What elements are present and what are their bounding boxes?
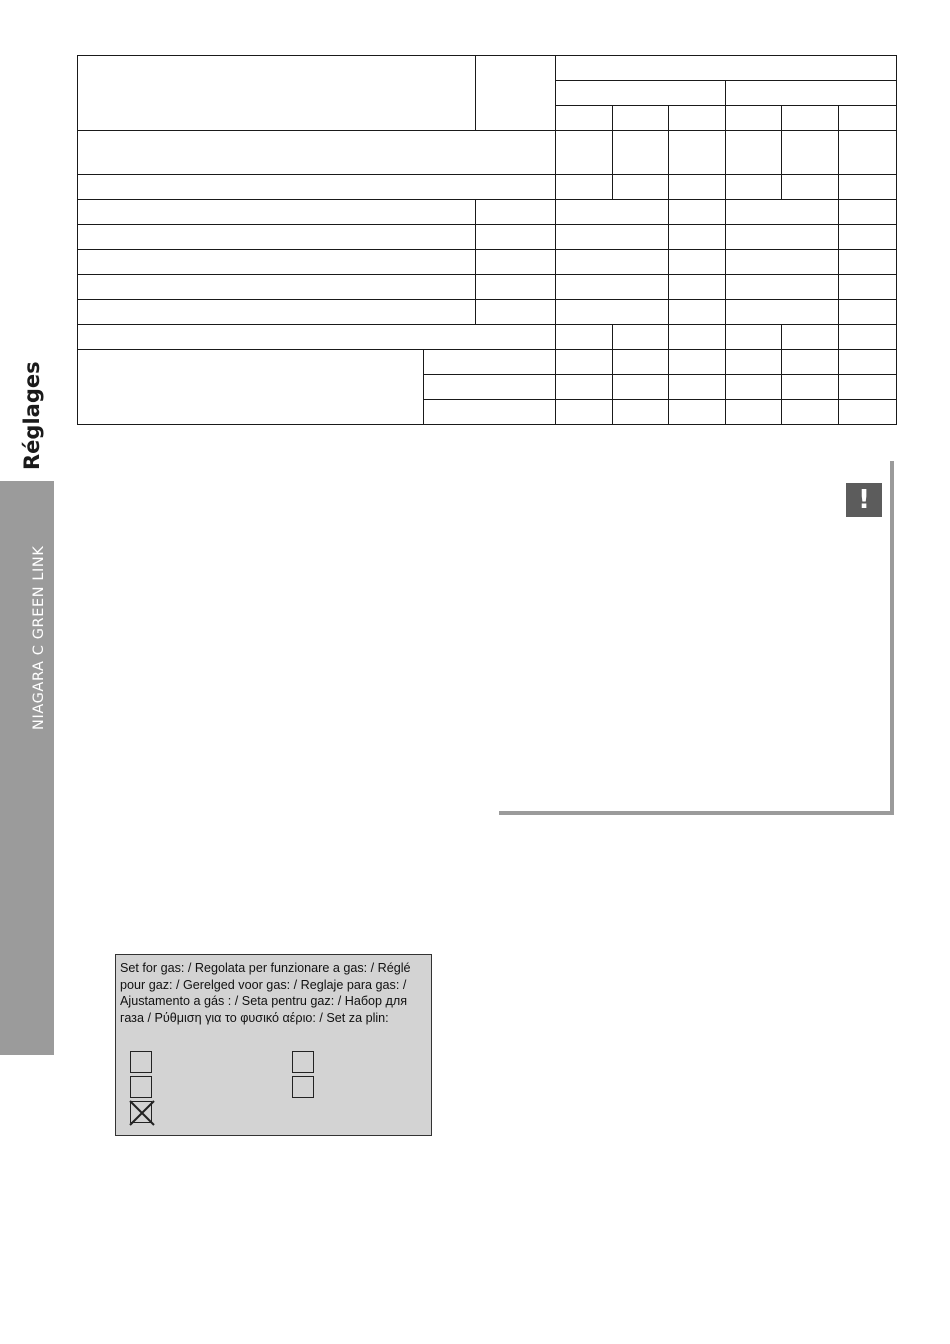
table-cell — [424, 375, 556, 400]
table-cell — [78, 275, 476, 300]
table-cell — [476, 275, 556, 300]
gas-checkbox-5[interactable] — [292, 1076, 314, 1098]
table-cell — [424, 350, 556, 375]
warning-box — [499, 461, 894, 815]
table-cell — [669, 200, 726, 225]
table-cell — [726, 175, 782, 200]
table-cell — [726, 350, 782, 375]
settings-table — [77, 55, 897, 425]
table-cell — [782, 325, 839, 350]
table-cell — [556, 275, 669, 300]
table-cell — [669, 106, 726, 131]
table-cell — [476, 56, 556, 131]
table-cell — [613, 400, 669, 425]
table-cell — [669, 225, 726, 250]
gas-checkbox-1[interactable] — [130, 1051, 152, 1073]
table-cell — [782, 131, 839, 175]
table-cell — [556, 225, 669, 250]
table-cell — [613, 106, 669, 131]
table-cell — [839, 131, 897, 175]
checkmark-x-icon — [128, 1099, 156, 1127]
table-cell — [839, 200, 897, 225]
table-cell — [782, 175, 839, 200]
table-cell — [726, 275, 839, 300]
table-cell — [782, 375, 839, 400]
table-cell — [839, 300, 897, 325]
table-cell — [556, 131, 613, 175]
table-cell — [726, 225, 839, 250]
table-cell — [556, 350, 613, 375]
table-row — [78, 300, 897, 325]
table-cell — [613, 175, 669, 200]
gas-setting-text: Set for gas: / Regolata per funzionare a gas: / Réglé pour gaz: / Gerelged voor gas: / Reglaje para gas: / Ajustamento a gás : / Seta pentru gaz: / Набор для газа / Ρύθμιση για το φυσικό αέριο: / Set za plin: — [120, 961, 411, 1025]
product-name: NIAGARA C GREEN LINK — [31, 545, 47, 730]
table-cell — [839, 350, 897, 375]
table-cell — [613, 131, 669, 175]
table-cell — [782, 106, 839, 131]
table-cell — [78, 300, 476, 325]
table-cell — [476, 250, 556, 275]
table-cell — [424, 400, 556, 425]
table-cell — [78, 325, 556, 350]
table-cell — [839, 250, 897, 275]
table-cell — [726, 200, 839, 225]
table-row — [78, 175, 897, 200]
table-cell — [839, 400, 897, 425]
gas-checkbox-2[interactable] — [130, 1076, 152, 1098]
table-cell — [78, 200, 476, 225]
table-cell — [839, 225, 897, 250]
table-cell — [669, 275, 726, 300]
table-cell — [726, 250, 839, 275]
table-cell — [476, 300, 556, 325]
table-cell — [726, 375, 782, 400]
table-cell — [839, 375, 897, 400]
table-cell — [78, 350, 424, 425]
table-cell — [556, 81, 726, 106]
table-cell — [78, 225, 476, 250]
table-cell — [476, 200, 556, 225]
table-cell — [78, 131, 556, 175]
section-title-text: Réglages — [20, 361, 44, 470]
gas-checkbox-4[interactable] — [292, 1051, 314, 1073]
table-cell — [669, 131, 726, 175]
table-cell — [726, 81, 897, 106]
table-cell — [726, 325, 782, 350]
table-cell — [613, 375, 669, 400]
gas-setting-label — [115, 954, 432, 1136]
table-cell — [669, 350, 726, 375]
table-row — [78, 200, 897, 225]
table-cell — [669, 250, 726, 275]
table-cell — [839, 275, 897, 300]
table-cell — [726, 131, 782, 175]
table-cell — [839, 175, 897, 200]
table-cell — [839, 325, 897, 350]
table-cell — [556, 250, 669, 275]
table-cell — [556, 325, 613, 350]
table-cell — [556, 375, 613, 400]
table-cell — [78, 250, 476, 275]
table-row — [78, 56, 897, 81]
gas-checkbox-3-checked[interactable] — [130, 1101, 152, 1123]
table-row — [78, 275, 897, 300]
table-cell — [613, 325, 669, 350]
table-cell — [78, 175, 556, 200]
table-cell — [726, 106, 782, 131]
table-row — [78, 350, 897, 375]
table-cell — [556, 200, 669, 225]
table-cell — [669, 300, 726, 325]
table-cell — [556, 175, 613, 200]
table-cell — [556, 400, 613, 425]
table-cell — [669, 175, 726, 200]
table-cell — [726, 300, 839, 325]
table-cell — [556, 106, 613, 131]
table-cell — [669, 400, 726, 425]
table-cell — [556, 300, 669, 325]
table-row — [78, 225, 897, 250]
table-row — [78, 250, 897, 275]
table-cell — [669, 375, 726, 400]
table-cell — [613, 350, 669, 375]
table-cell — [782, 400, 839, 425]
table-cell — [782, 350, 839, 375]
table-cell — [78, 56, 476, 131]
table-cell — [556, 56, 897, 81]
exclamation-icon: ! — [846, 483, 882, 517]
table-cell — [476, 225, 556, 250]
table-cell — [726, 400, 782, 425]
table-row — [78, 131, 897, 175]
table-row — [78, 325, 897, 350]
table-cell — [839, 106, 897, 131]
table-cell — [669, 325, 726, 350]
